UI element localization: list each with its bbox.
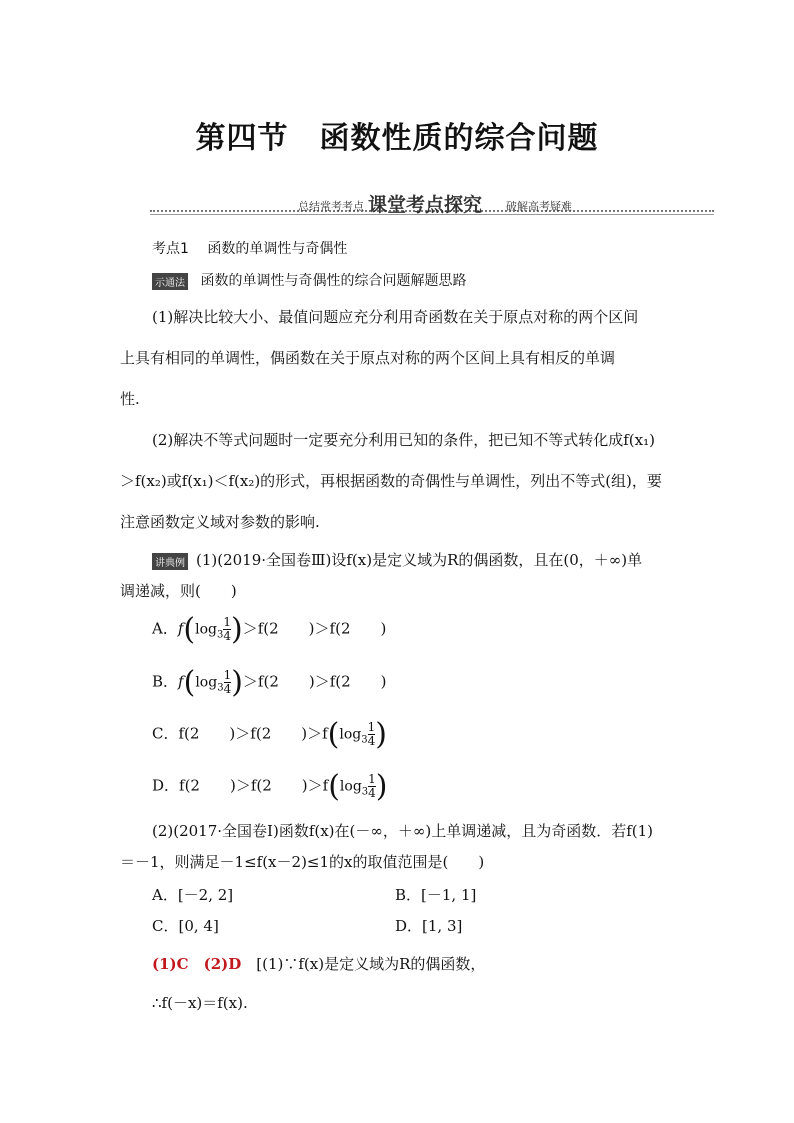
fraction: $\frac{1}{4}$ (223, 668, 232, 696)
para2-line2: ＞f(x₂)或f(x₁)＜f(x₂)的形式，再根据函数的奇偶性与单调性，列出不等式(组)，要 (120, 472, 662, 490)
method-title: 函数的单调性与奇偶性的综合问题解题思路 (200, 273, 467, 289)
q1-option-d: D．f(2 )＞f(2 )$>f(\log_3$ $\frac{1}{4}$ ) (152, 769, 388, 804)
q1-option-a: A．$f(\log_3$ $\frac{1}{4}$ )＞f(2 )＞f(2 ) (152, 612, 387, 647)
solution-step: ∴f(－x)＝f(x). (152, 994, 248, 1012)
banner-title: 课堂考点探究 (368, 194, 483, 216)
fraction: $\frac{1}{4}$ (368, 772, 376, 800)
q1-option-b: B．$f(\log_3$ $\frac{1}{4}$ )＞f(2 )＞f(2 ) (152, 665, 387, 700)
q2-option-d: D．[1, 3] (395, 917, 463, 935)
q1-option-c: C．f(2 )＞f(2 )$>f(\log_3$ $\frac{1}{4}$ ) (152, 717, 387, 752)
para2-line1: (2)解决不等式问题时一定要充分利用已知的条件，把已知不等式转化成f(x₁) (152, 431, 655, 449)
example-q1-line2: 调递减，则( ) (120, 582, 237, 600)
banner-left-text: 总结常考考点 (298, 200, 364, 213)
fraction: $\frac{1}{4}$ (367, 720, 376, 748)
answer-1: (1)C (152, 955, 189, 973)
q2-option-b: B．[－1, 1] (395, 886, 477, 904)
page-title: 第四节 函数性质的综合问题 (195, 121, 599, 156)
para2-line3: 注意函数定义域对参数的影响. (120, 513, 320, 531)
method-heading (152, 270, 466, 290)
banner-right-text: 破解高考疑难 (506, 200, 572, 213)
answer-text: [(1)∵f(x)是定义域为R的偶函数， (256, 955, 486, 973)
answer-2: (2)D (203, 955, 242, 973)
example-q2-line1: (2)(2017·全国卷Ⅰ)函数f(x)在(－∞，＋∞)上单调递减，且为奇函数．若f(1) (152, 822, 654, 840)
para1-line3: 性. (120, 390, 140, 408)
section-banner (150, 190, 714, 220)
fraction: $\frac{1}{4}$ (223, 615, 232, 643)
q2-option-c: C．[0, 4] (152, 917, 219, 935)
q1-text: (1)(2019·全国卷Ⅲ)设f(x)是定义域为R的偶函数，且在(0，＋∞)单 (196, 551, 643, 569)
section-title: 函数的单调性与奇偶性 (207, 241, 348, 257)
section-label: 考点1 (152, 241, 189, 257)
para1-line1: (1)解决比较大小、最值问题应充分利用奇函数在关于原点对称的两个区间 (152, 308, 639, 326)
method-tag: 示通法 (152, 273, 188, 290)
section-heading (152, 238, 347, 258)
answer-line (152, 953, 485, 974)
example-q1-line1 (152, 549, 642, 570)
example-q2-line2: ＝－1，则满足－1≤f(x－2)≤1的x的取值范围是( ) (120, 853, 485, 871)
example-tag: 讲典例 (152, 553, 188, 570)
q2-option-a: A．[－2, 2] (152, 886, 234, 904)
para1-line2: 上具有相同的单调性，偶函数在关于原点对称的两个区间上具有相反的单调 (120, 349, 616, 367)
